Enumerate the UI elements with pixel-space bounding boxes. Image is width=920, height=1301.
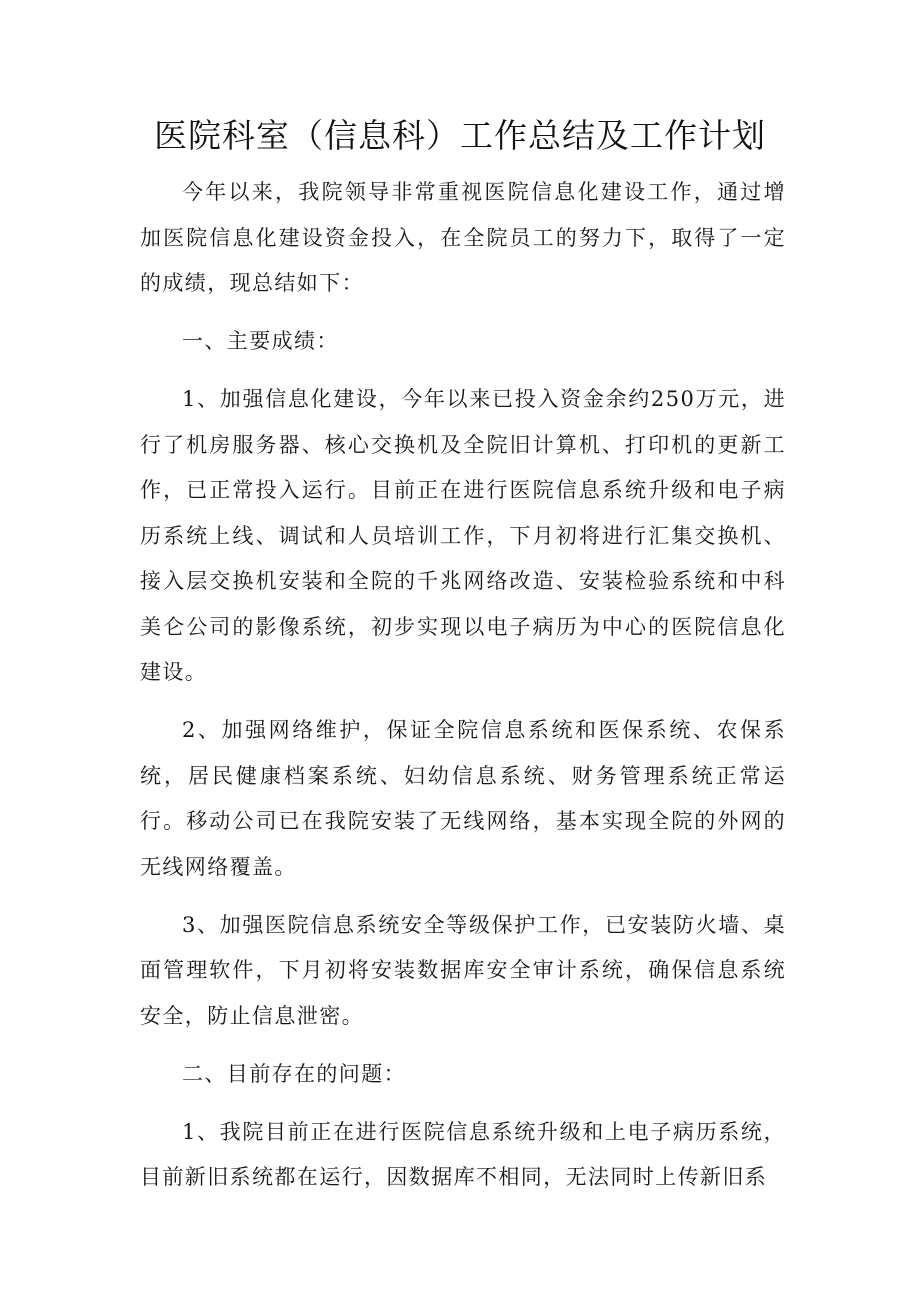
- problem-item-1: 1、我院目前正在进行医院信息系统升级和上电子病历系统，目前新旧系统都在运行，因数据库不相同，无法同时上传新旧系: [140, 1119, 786, 1189]
- section-heading-achievements: 一、主要成绩：: [182, 329, 339, 353]
- achievement-item-3: 3、加强医院信息系统安全等级保护工作，已安装防火墙、桌面管理软件，下月初将安装数据库安全审计系统，确保信息系统安全，防止信息泄密。: [140, 912, 786, 1028]
- document-body: [140, 170, 786, 1213]
- achievement-item-1: 1、加强信息化建设，今年以来已投入资金余约250万元，进行了机房服务器、核心交换机及全院旧计算机、打印机的更新工作，已正常投入运行。目前正在进行医院信息系统升级和电子病历系统上线、调试和人员培训工作，下月初将进行汇集交换机、接入层交换机安装和全院的千兆网络改造、安装检验系统和中科美仑公司的影像系统，初步实现以电子病历为中心的医院信息化建设。: [140, 387, 786, 684]
- section-heading-problems: 二、目前存在的问题：: [182, 1061, 406, 1086]
- intro-paragraph: 今年以来，我院领导非常重视医院信息化建设工作，通过增加医院信息化建设资金投入，在全院员工的努力下，取得了一定的成绩，现总结如下：: [140, 180, 786, 295]
- document-title: 医院科室（信息科）工作总结及工作计划: [154, 116, 766, 155]
- achievement-item-2: 2、加强网络维护，保证全院信息系统和医保系统、农保系统，居民健康档案系统、妇幼信息系统、财务管理系统正常运行。移动公司已在我院安装了无线网络，基本实现全院的外网的无线网络覆盖。: [140, 718, 786, 879]
